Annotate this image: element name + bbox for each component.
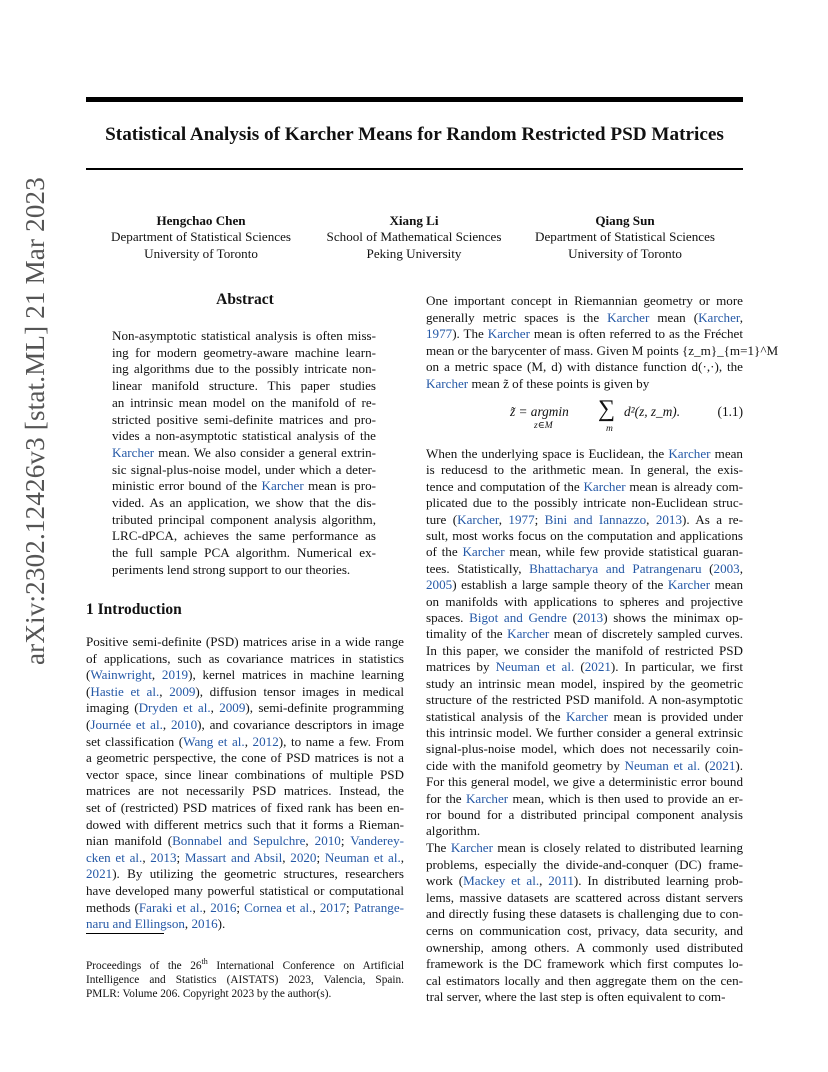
- citation-link[interactable]: Bonnabel and Sepulchre: [172, 833, 306, 849]
- citation-link[interactable]: Dryden et al.: [138, 700, 211, 716]
- text-line: tributed principal component analysis algorithm,: [112, 511, 376, 527]
- top-thick-rule: [86, 97, 743, 102]
- citation-link[interactable]: 2021: [709, 757, 736, 773]
- text-line: Karcher mean z̃ of these points is given by: [426, 375, 650, 391]
- text-line: (Hastie et al., 2009), diffusion tensor images in medical: [86, 683, 405, 699]
- citation-link[interactable]: naru and Ellingson: [86, 916, 185, 932]
- arxiv-id: arXiv:2302.12426v3 [stat.ML] 21 Mar 2023: [20, 177, 50, 665]
- text-line: matrices by Neuman et al. (2021). In particular, we first: [426, 659, 744, 675]
- footnote-rule: [86, 933, 164, 934]
- text-line: of the Karcher mean, while few provide statistical guaran-: [426, 544, 743, 560]
- citation-link[interactable]: Karcher: [457, 511, 499, 527]
- paper-title: Statistical Analysis of Karcher Means for Random Restricted PSD Matrices: [105, 124, 724, 145]
- author-1: [100, 213, 302, 262]
- citation-link[interactable]: 1977: [426, 326, 453, 342]
- text-line: statistical analysis of the Karcher mean is provided under: [426, 708, 743, 724]
- citation-link[interactable]: 2010: [170, 716, 198, 732]
- text-line: cerns on communication cost, privacy, data security, and: [426, 922, 743, 938]
- abstract-body: [112, 328, 376, 579]
- author-3: [520, 213, 730, 262]
- text-line: cide with the manifold geometry by Neuman et al. (2021).: [426, 757, 744, 773]
- author-dept: Department of Statistical Sciences: [535, 229, 715, 245]
- intro-body: [86, 634, 404, 933]
- citation-link[interactable]: Karcher: [112, 444, 155, 460]
- text-line: ture (Karcher, 1977; Bini and Iannazzo, 2013). As a re-: [426, 511, 743, 527]
- citation-link[interactable]: Mackey et al.: [463, 873, 540, 889]
- footnote-line-2: Intelligence and Statistics (AISTATS) 2023, Valencia, Spain.: [86, 974, 404, 987]
- author-dept: School of Mathematical Sciences: [326, 229, 502, 245]
- text-line: tral server, where the last step is often equivalent to com-: [426, 989, 726, 1005]
- text-line: In this paper, we consider the manifold of restricted PSD: [426, 642, 743, 658]
- text-line: ing for modern geometry-aware machine learn-: [112, 344, 376, 360]
- text-line: LRC-dPCA, achieves the same performance as: [112, 528, 376, 544]
- text-line: methods (Faraki et al., 2016; Cornea et al., 2017; Patrange-: [86, 899, 404, 915]
- text-line: The Karcher mean is closely related to distributed learning: [426, 840, 743, 855]
- text-line: on manifolds with applications to spheres and projective: [426, 593, 743, 609]
- citation-link[interactable]: 2016: [210, 899, 237, 915]
- right-paragraph-1: [426, 293, 779, 393]
- right-paragraph-2: [426, 446, 743, 840]
- citation-link[interactable]: Karcher: [698, 309, 740, 325]
- text-line: is reducesd to the arithmetic mean. In general, the exis-: [426, 462, 743, 478]
- text-line: ministic error bound of the Karcher mean is pro-: [112, 478, 376, 494]
- citation-link[interactable]: 2012: [252, 733, 279, 749]
- citation-link[interactable]: Karcher: [668, 446, 711, 461]
- citation-link[interactable]: 2017: [319, 899, 347, 915]
- text-line: algorithm.: [426, 823, 481, 839]
- text-line: stricted positive semi-definite matrices and pro-: [112, 411, 376, 427]
- text-line: vides a non-asymptotic statistical analysis of the: [112, 428, 376, 444]
- text-line: on a metric space (M, d) with distance function d(·,·), the: [426, 359, 743, 375]
- footnote: [86, 955, 404, 1002]
- citation-link[interactable]: Karcher: [462, 544, 505, 560]
- text-line: timality of the Karcher mean of discretely sampled curves.: [426, 626, 743, 642]
- citation-link[interactable]: Vanderey-: [350, 833, 404, 849]
- citation-link[interactable]: 1977: [508, 511, 535, 527]
- text-line: a geometric perspective, the cone of PSD matrices is not a: [86, 750, 404, 766]
- citation-link[interactable]: Massart and Absil: [184, 849, 283, 865]
- text-line: this intrinsic model. We further consider a general extrinsic: [426, 724, 743, 740]
- citation-link[interactable]: 2016: [191, 916, 218, 932]
- text-line: have developed many powerful statistical or computational: [86, 882, 404, 898]
- text-line: problems, especially the divide-and-conquer (DC) frame-: [426, 856, 743, 872]
- right-paragraph-3: [426, 840, 743, 1006]
- citation-link[interactable]: Patrange-: [353, 899, 404, 915]
- text-line: mean or the barycenter of mass. Given M points {z_m}_{m=1}^M: [426, 342, 779, 358]
- text-line: ownership, among others. A commonly used distributed: [426, 939, 743, 955]
- text-line: the full sample PCA algorithm. Numerical ex-: [112, 545, 376, 561]
- citation-link[interactable]: Bini and Iannazzo: [544, 511, 647, 527]
- citation-link[interactable]: 2009: [169, 683, 196, 699]
- text-line: and directly fusing these datasets is challenging due to con-: [426, 906, 743, 922]
- text-line: tees. Statistically, Bhattacharya and Patrangenaru (2003,: [426, 560, 743, 576]
- author-name: Qiang Sun: [595, 213, 655, 228]
- author-inst: Peking University: [366, 245, 462, 261]
- author-dept: Department of Statistical Sciences: [111, 229, 291, 245]
- text-line: ing algorithms due to the possibly intricate non-: [112, 361, 376, 377]
- text-line: For this general model, we give a deterministic error bound: [426, 774, 743, 790]
- abstract-heading: Abstract: [216, 291, 274, 308]
- text-line: spaces. Bigot and Gendre (2013) shows the minimax op-: [426, 610, 743, 626]
- text-line: for the Karcher mean, which is then used to provide an er-: [426, 790, 743, 806]
- text-line: 2021). By utilizing the geometric structures, researchers: [86, 866, 404, 882]
- citation-link[interactable]: Karcher: [667, 577, 711, 593]
- text-line: sic signal-plus-noise model, under which a deter-: [112, 461, 376, 477]
- text-line: matrices are not necessarily PSD matrices. Instead, the: [86, 783, 404, 799]
- citation-link[interactable]: Bigot and Gendre: [469, 610, 567, 626]
- equation-argmin-sub: z∈M: [534, 421, 553, 431]
- citation-link[interactable]: Karcher: [450, 840, 493, 855]
- footnote-line-3: PMLR: Volume 206. Copyright 2023 by the author(s).: [86, 988, 332, 1001]
- text-line: Non-asymptotic statistical analysis is often miss-: [112, 328, 376, 343]
- citation-link[interactable]: 2021: [584, 659, 611, 675]
- citation-link[interactable]: 2013: [577, 610, 604, 626]
- citation-link[interactable]: Karcher: [507, 626, 550, 642]
- text-line: plicated due to the possibly intricate non-Euclidean struc-: [426, 495, 743, 511]
- citation-link[interactable]: 2013: [655, 511, 682, 527]
- text-line: lems, massive datasets are scattered across distant servers: [426, 889, 743, 905]
- text-line: linear manifold structure. This paper studies: [112, 378, 376, 394]
- citation-link[interactable]: Journée et al.: [90, 716, 163, 732]
- citation-link[interactable]: Karcher: [487, 326, 530, 342]
- citation-link[interactable]: Faraki et al.: [138, 899, 203, 915]
- citation-link[interactable]: Neuman et al.: [624, 757, 701, 773]
- equation-number: (1.1): [717, 404, 743, 419]
- text-line: Positive semi-definite (PSD) matrices arise in a wide range: [86, 634, 404, 649]
- equation-lhs: z̃ = argmin: [510, 404, 569, 419]
- text-line: vided. As an application, we show that the dis-: [112, 495, 376, 511]
- citation-link[interactable]: 2019: [161, 667, 189, 683]
- citation-link[interactable]: Karcher: [583, 478, 626, 494]
- citation-link[interactable]: Bhattacharya and Patrangenaru: [529, 560, 702, 576]
- intro-heading: 1 Introduction: [86, 601, 182, 618]
- citation-link[interactable]: 2003: [713, 560, 740, 576]
- equation-sum-symbol: ∑: [598, 396, 616, 422]
- citation-link[interactable]: Neuman et al.: [324, 849, 401, 865]
- equation-1-1: [510, 396, 743, 442]
- text-line: imaging (Dryden et al., 2009), semi-definite programming: [86, 700, 404, 716]
- citation-link[interactable]: Karcher: [565, 708, 609, 724]
- text-line: work (Mackey et al., 2011). In distributed learning prob-: [426, 873, 744, 889]
- text-line: generally metric spaces is the Karcher mean (Karcher,: [426, 309, 743, 325]
- text-line: (Wainwright, 2019), kernel matrices in machine learning: [86, 667, 404, 683]
- text-line: nian manifold (Bonnabel and Sepulchre, 2010; Vanderey-: [86, 833, 404, 849]
- citation-link[interactable]: 2010: [314, 833, 341, 849]
- citation-link[interactable]: Neuman et al.: [495, 659, 575, 675]
- citation-link[interactable]: 2020: [290, 849, 317, 865]
- citation-link[interactable]: Wainwright: [90, 667, 152, 683]
- text-line: of applications, such as covariance matrices in statistics: [86, 650, 404, 666]
- text-line: naru and Ellingson, 2016).: [86, 916, 226, 932]
- text-line: 1977). The Karcher mean is often referred to as the Fréchet: [426, 326, 743, 342]
- citation-link[interactable]: Wang et al.: [183, 733, 245, 749]
- citation-link[interactable]: 2013: [150, 849, 177, 865]
- author-inst: University of Toronto: [144, 245, 258, 261]
- citation-link[interactable]: Karcher: [607, 309, 650, 325]
- text-line: When the underlying space is Euclidean, the Karcher mean: [426, 446, 743, 461]
- text-line: cken et al., 2013; Massart and Absil, 2020; Neuman et al.,: [86, 849, 405, 865]
- text-line: vector space, since linear combinations of multiple PSD: [86, 766, 404, 782]
- text-line: set classification (Wang et al., 2012), to name a few. From: [86, 733, 405, 749]
- text-line: cal estimators locally and then aggregate them on the cen-: [426, 972, 743, 988]
- text-line: sult, most works focus on the computation and applications: [426, 528, 743, 544]
- text-line: Karcher mean. We also consider a general extrin-: [112, 444, 376, 460]
- citation-link[interactable]: Hastie et al.: [90, 683, 160, 699]
- text-line: an intrinsic mean model on the manifold of re-: [112, 394, 376, 410]
- text-line: signal-plus-noise model, which does not necessarily coin-: [426, 741, 743, 757]
- citation-link[interactable]: Cornea et al.: [244, 899, 313, 915]
- footnote-line-1: Proceedings of the 26th International Conference on Artificial: [86, 957, 404, 972]
- citation-link[interactable]: Karcher: [261, 478, 304, 494]
- equation-rhs: d²(z, z_m).: [624, 404, 681, 419]
- citation-link[interactable]: Karcher: [465, 790, 509, 806]
- author-2: [314, 213, 514, 262]
- citation-link[interactable]: 2011: [548, 873, 574, 889]
- citation-link[interactable]: Karcher: [426, 375, 469, 391]
- text-line: periments lend strong support to our theories.: [112, 561, 351, 577]
- title-bottom-rule: [86, 168, 743, 170]
- text-line: dowed with different metrics such that it forms a Rieman-: [86, 816, 404, 832]
- author-name: Xiang Li: [389, 213, 439, 228]
- text-line: tence and computation of the Karcher mean is already com-: [426, 478, 743, 494]
- text-line: One important concept in Riemannian geometry or more: [426, 293, 743, 308]
- text-line: framework is the DC framework which first computes lo-: [426, 956, 743, 972]
- author-inst: University of Toronto: [568, 245, 682, 261]
- text-line: set of (restricted) PSD matrices of fixed rank has been en-: [86, 799, 404, 815]
- text-line: structure of the restricted PSD manifold. A non-asymptotic: [426, 692, 743, 708]
- text-line: (Journée et al., 2010), and covariance descriptors in image: [86, 716, 404, 732]
- text-line: study an intrinsic mean model, inspired by the geometric: [426, 675, 743, 691]
- author-name: Hengchao Chen: [156, 213, 246, 228]
- citation-link[interactable]: cken et al.: [86, 849, 143, 865]
- citation-link[interactable]: 2009: [219, 700, 246, 716]
- text-line: ror bound for a distributed principal component analysis: [426, 806, 743, 822]
- text-line: 2005) establish a large sample theory of the Karcher mean: [426, 577, 743, 593]
- citation-link[interactable]: 2021: [86, 866, 113, 882]
- equation-sum-sub: m: [606, 424, 613, 434]
- citation-link[interactable]: 2005: [426, 577, 453, 593]
